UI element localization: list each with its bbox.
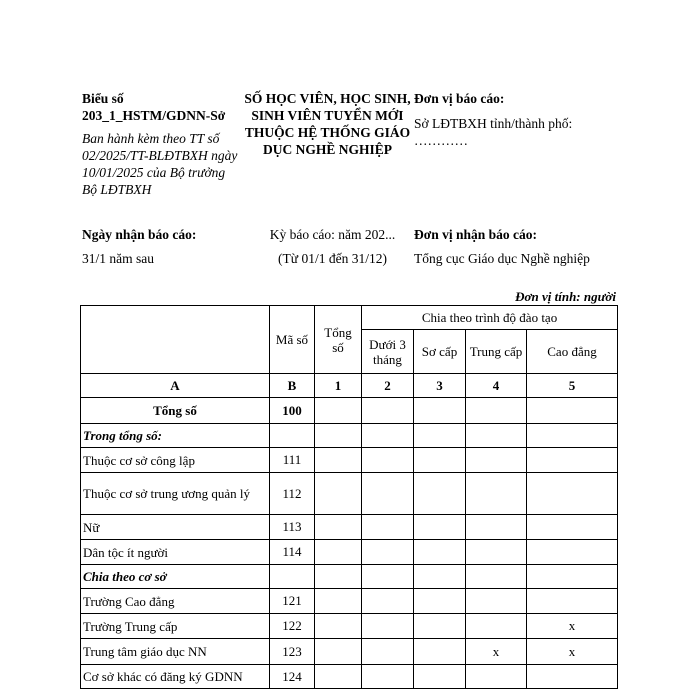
value-cell[interactable]: [414, 515, 466, 540]
value-cell[interactable]: [527, 565, 618, 589]
value-cell[interactable]: [414, 589, 466, 614]
header-total: Tổng số: [315, 306, 362, 374]
value-cell[interactable]: [315, 565, 362, 589]
table-row: [81, 424, 618, 448]
value-cell[interactable]: [315, 589, 362, 614]
value-cell[interactable]: [414, 665, 466, 689]
value-cell[interactable]: [362, 639, 414, 665]
value-cell[interactable]: [362, 565, 414, 589]
receive-date-value: 31/1 năm sau: [82, 251, 154, 266]
value-cell[interactable]: [362, 540, 414, 565]
form-info: [82, 90, 242, 198]
header-code: Mã số: [270, 306, 315, 374]
value-cell[interactable]: x: [527, 639, 618, 665]
value-cell[interactable]: [466, 614, 527, 639]
row-code: 124: [270, 665, 315, 689]
row-label: Thuộc cơ sở công lập: [81, 448, 270, 473]
value-cell[interactable]: [414, 398, 466, 424]
value-cell[interactable]: [466, 665, 527, 689]
value-cell[interactable]: [315, 473, 362, 515]
receive-date-label: Ngày nhận báo cáo:: [82, 227, 197, 242]
value-cell[interactable]: [315, 614, 362, 639]
reporting-unit-label: Đơn vị báo cáo:: [414, 91, 505, 106]
value-cell[interactable]: [414, 540, 466, 565]
index-cell: 2: [362, 374, 414, 398]
row-label: Cơ sở khác có đăng ký GDNN: [81, 665, 270, 689]
issued-note: Ban hành kèm theo TT số 02/2025/TT-BLĐTBXH ngày 10/01/2025 của Bộ trưởng Bộ LĐTBXH: [82, 131, 238, 197]
row-code: 122: [270, 614, 315, 639]
report-period: [250, 226, 415, 267]
receiving-unit: [414, 226, 614, 267]
table-row: [81, 398, 618, 424]
value-cell[interactable]: [466, 589, 527, 614]
header-group: Chia theo trình độ đào tạo: [362, 306, 618, 330]
value-cell[interactable]: [414, 565, 466, 589]
header-level: Sơ cấp: [414, 330, 466, 374]
table-row: [81, 448, 618, 473]
value-cell[interactable]: [362, 448, 414, 473]
value-cell[interactable]: [527, 665, 618, 689]
value-cell[interactable]: [315, 540, 362, 565]
row-label: Chia theo cơ sở: [81, 565, 270, 589]
value-cell[interactable]: [414, 614, 466, 639]
receiving-unit-value: Tổng cục Giáo dục Nghề nghiệp: [414, 251, 590, 266]
value-cell[interactable]: [362, 473, 414, 515]
row-label: Trong tổng số:: [81, 424, 270, 448]
unit-note: Đơn vị tính: người: [515, 289, 616, 304]
header-cell-empty: [81, 306, 270, 374]
value-cell[interactable]: [315, 515, 362, 540]
index-cell: 5: [527, 374, 618, 398]
value-cell[interactable]: [414, 473, 466, 515]
report-title: SỐ HỌC VIÊN, HỌC SINH, SINH VIÊN TUYỂN MỚI THUỘC HỆ THỐNG GIÁO DỤC NGHỀ NGHIỆP: [244, 91, 411, 157]
value-cell[interactable]: [527, 398, 618, 424]
table-row: [81, 614, 618, 639]
value-cell[interactable]: [527, 424, 618, 448]
value-cell[interactable]: [527, 473, 618, 515]
value-cell[interactable]: [362, 589, 414, 614]
receive-date: [82, 226, 252, 267]
reporting-unit-value: Sở LĐTBXH tỉnh/thành phố: …………: [414, 116, 573, 148]
row-code: 111: [270, 448, 315, 473]
value-cell[interactable]: [315, 424, 362, 448]
row-code: 123: [270, 639, 315, 665]
index-cell: B: [270, 374, 315, 398]
row-code: 121: [270, 589, 315, 614]
row-label: Trường Cao đẳng: [81, 589, 270, 614]
row-code: [270, 565, 315, 589]
value-cell[interactable]: [362, 515, 414, 540]
value-cell[interactable]: [414, 639, 466, 665]
value-cell[interactable]: [466, 565, 527, 589]
table-row: [81, 515, 618, 540]
row-code: 114: [270, 540, 315, 565]
value-cell[interactable]: [362, 424, 414, 448]
header-level: Cao đẳng: [527, 330, 618, 374]
value-cell[interactable]: [362, 614, 414, 639]
row-label: Nữ: [81, 515, 270, 540]
value-cell[interactable]: [466, 515, 527, 540]
index-cell: A: [81, 374, 270, 398]
row-code: [270, 424, 315, 448]
row-code: 100: [270, 398, 315, 424]
row-label: Trung tâm giáo dục NN: [81, 639, 270, 665]
index-cell: 1: [315, 374, 362, 398]
value-cell[interactable]: [466, 424, 527, 448]
value-cell[interactable]: [466, 473, 527, 515]
statistics-table: [80, 305, 618, 689]
value-cell[interactable]: [527, 515, 618, 540]
header-level: Dưới 3 tháng: [362, 330, 414, 374]
row-code: 112: [270, 473, 315, 515]
value-cell[interactable]: [466, 540, 527, 565]
value-cell[interactable]: [414, 424, 466, 448]
row-label: Thuộc cơ sở trung ương quản lý: [81, 473, 270, 515]
table-row: [81, 589, 618, 614]
period-range: (Từ 01/1 đến 31/12): [278, 251, 387, 266]
value-cell[interactable]: [527, 589, 618, 614]
table-row: [81, 665, 618, 689]
receiving-unit-label: Đơn vị nhận báo cáo:: [414, 227, 538, 242]
value-cell[interactable]: [315, 448, 362, 473]
table-row: [81, 540, 618, 565]
value-cell[interactable]: [414, 448, 466, 473]
value-cell[interactable]: [362, 665, 414, 689]
value-cell[interactable]: [466, 448, 527, 473]
value-cell[interactable]: [527, 448, 618, 473]
row-code: 113: [270, 515, 315, 540]
value-cell[interactable]: [362, 398, 414, 424]
table-row: [81, 473, 618, 515]
index-cell: 4: [466, 374, 527, 398]
row-label: Tổng số: [81, 398, 270, 424]
reporting-unit: [414, 90, 614, 149]
period-label: Kỳ báo cáo: năm 202...: [269, 227, 396, 242]
value-cell[interactable]: [315, 665, 362, 689]
row-label: Dân tộc ít người: [81, 540, 270, 565]
table-row: [81, 639, 618, 665]
value-cell[interactable]: x: [527, 614, 618, 639]
table-row: [81, 565, 618, 589]
value-cell[interactable]: [527, 540, 618, 565]
row-label: Trường Trung cấp: [81, 614, 270, 639]
value-cell[interactable]: [466, 398, 527, 424]
value-cell[interactable]: [315, 398, 362, 424]
form-code: Biểu số 203_1_HSTM/GDNN-Sở: [82, 91, 226, 123]
index-cell: 3: [414, 374, 466, 398]
value-cell[interactable]: x: [466, 639, 527, 665]
header-level: Trung cấp: [466, 330, 527, 374]
value-cell[interactable]: [315, 639, 362, 665]
